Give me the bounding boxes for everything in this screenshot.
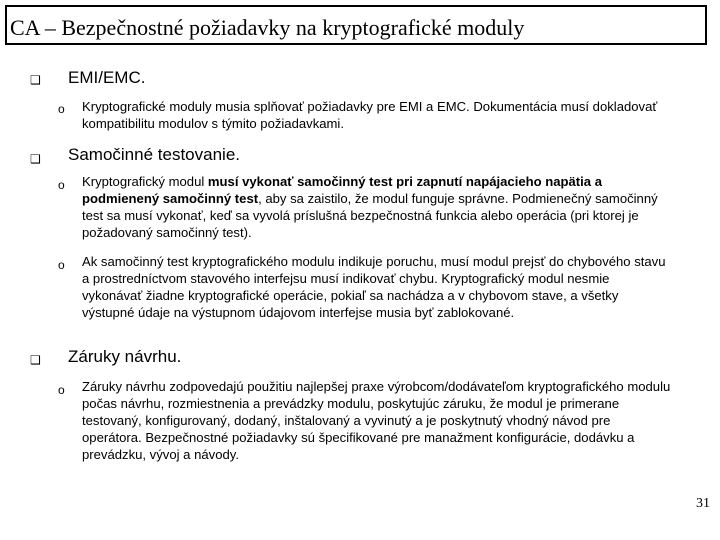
paragraph-emi-emc: Kryptografické moduly musia splňovať požiadavky pre EMI a EMC. Dokumentácia musí dokladovať kompatibilitu modulov s týmito požiadavkami. — [82, 99, 658, 131]
para-post: , aby sa zaistilo, že modul funguje správne. Podmienečný samočinný test sa musí vykonať, keď sa vyvolá príslušná bezpečnostná funkcia alebo operácia (pri ktorej je požadovaný samočinný test). — [82, 191, 658, 240]
page-number: 31 — [696, 496, 710, 511]
section-bullet-2: ❑ — [30, 152, 41, 166]
sub-marker-3: o — [58, 258, 65, 272]
para-bold: musí vykonať samočinný test pri zapnutí napájacieho napätia a podmienený samočinný test — [82, 174, 603, 206]
section-heading-self-test: Samočinné testovanie. — [68, 145, 240, 164]
slide-title: CA – Bezpečnostné požiadavky na kryptografické moduly — [10, 15, 525, 40]
section-bullet-3: ❑ — [30, 353, 41, 367]
para-pre: Kryptografický modul — [82, 174, 208, 189]
section-bullet-1: ❑ — [30, 73, 41, 87]
section-heading-emi-emc: EMI/EMC. — [68, 68, 146, 87]
section-heading-design-assurance: Záruky návrhu. — [68, 347, 182, 366]
sub-marker-4: o — [58, 383, 65, 397]
sub-marker-1: o — [58, 102, 65, 116]
paragraph-design-assurance: Záruky návrhu zodpovedajú použitiu najlepšej praxe výrobcom/dodávateľom kryptografického modulu počas návrhu, rozmiestnenia a prevádzky modulu, poskytujúc záruku, že modul je primerane testovaný, konfigurovaný, dodaný, inštalovaný a vyvinutý a je poskytnutý vhodný návod pre operátora. Bezpečnostné požiadavky sú špecifikované pre manažment konfigurácie, dodávku a prevádzku, vývoj a návody. — [82, 379, 671, 462]
sub-marker-2: o — [58, 178, 65, 192]
paragraph-self-test-1 — [82, 173, 672, 241]
paragraph-self-test-2: Ak samočinný test kryptografického modulu indikuje poruchu, musí modul prejsť do chybového stavu a prostredníctvom stavového interfejsu musí indikovať chybu. Kryptografický modul nesmie vykonávať žiadne kryptografické operácie, pokiaľ sa nachádza a v chybovom stave, a všetky výstupné údaje na výstupnom údajovom interfejse musia byť zablokované. — [82, 254, 666, 320]
